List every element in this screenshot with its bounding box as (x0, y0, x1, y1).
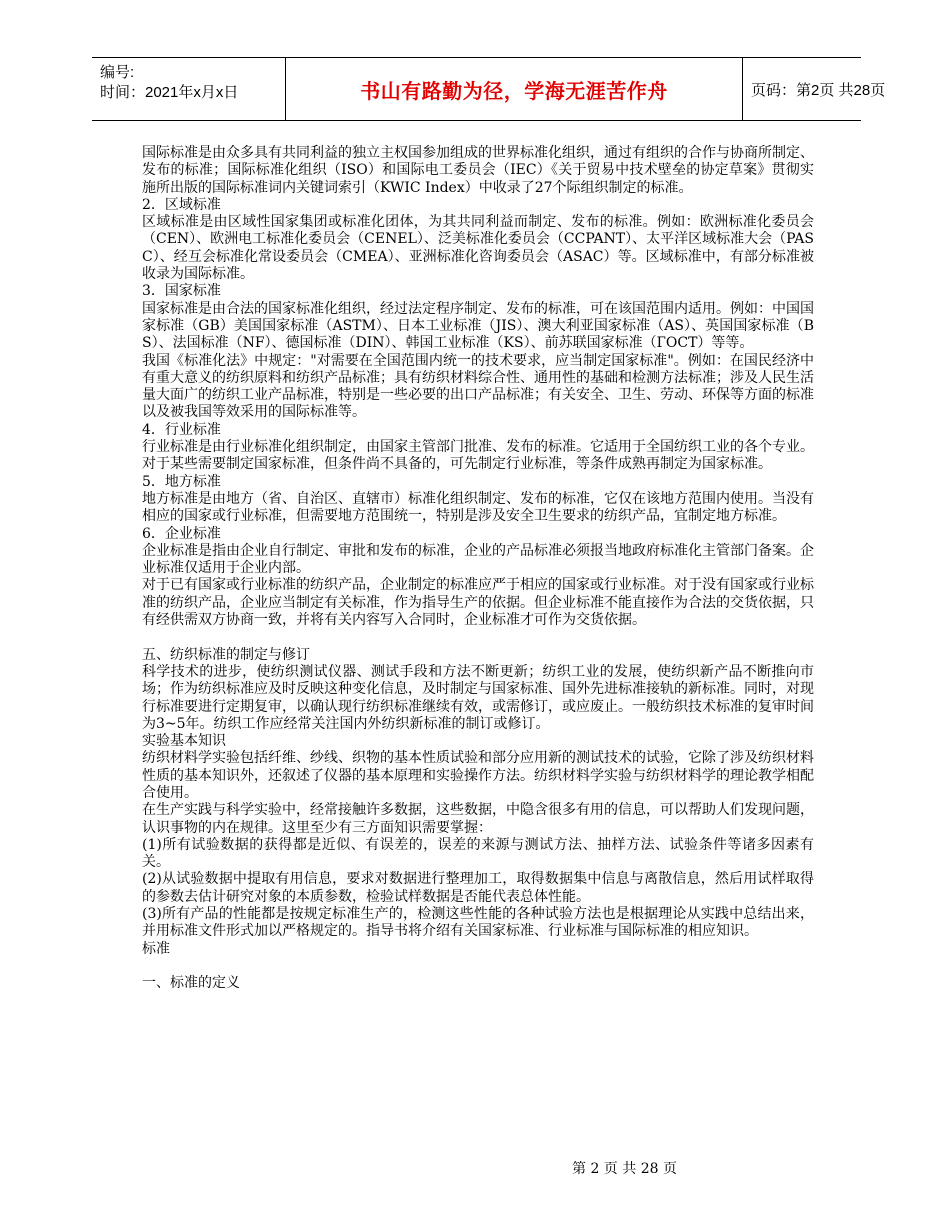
paragraph: 科学技术的进步，使纺织测试仪器、测试手段和方法不断更新；纺织工业的发展，使纺织新产品不断推向市场；作为纺织标准应及时反映这种变化信息，及时制定与国家标准、国外先进标准接轨的新标准。同时，对现行标准要进行定期复审，以确认现行纺织标准继续有效，或需修订，或应废止。一般纺织技术标准的复审时间为3~5年。纺织工作应经常关注国内外纺织新标准的制订或修订。 (142, 663, 814, 732)
section-heading: 一、标准的定义 (142, 975, 240, 992)
paragraph: 行业标准是由行业标准化组织制定，由国家主管部门批准、发布的标准。它适用于全国纺织工业的各个专业。对于某些需要制定国家标准，但条件尚不具备的，可先制定行业标准，等条件成熟再制定为国家标准。 (142, 439, 814, 473)
paragraph: 在生产实践与科学实验中，经常接触许多数据，这些数据，中隐含很多有用的信息，可以帮助人们发现问题，认识事物的内在规律。这里至少有三方面知识需要掌握： (142, 802, 814, 836)
list-item: (2)从试验数据中提取有用信息，要求对数据进行整理加工，取得数据集中信息与离散信息，然后用试样取得的参数去估计研究对象的本质参数，检验试样数据是否能代表总体性能。 (142, 871, 814, 905)
header-meta-cell (92, 58, 286, 120)
page-info: 页码：第2页 共28页 (751, 81, 886, 99)
section-heading: 3．国家标准 (142, 283, 221, 300)
section-heading: 标准 (142, 940, 170, 957)
paragraph: 企业标准是指由企业自行制定、审批和发布的标准，企业的产品标准必须报当地政府标准化主管部门备案。企业标准仅适用于企业内部。 (142, 542, 814, 577)
section-heading: 实验基本知识 (142, 733, 226, 750)
list-item: (3)所有产品的性能都是按规定标准生产的，检测这些性能的各种试验方法也是根据理论从实践中总结出来，并用标准文件形式加以严格规定的。指导书将介绍有关国家标准、行业标准与国际标准的相应知识。 (142, 906, 814, 940)
paragraph: 我国《标准化法》中规定："对需要在全国范围内统一的技术要求，应当制定国家标准"。例如：在国民经济中有重大意义的纺织原料和纺织产品标准；具有纺织材料综合性、通用性的基础和检测方法标准；涉及人民生活量大面广的纺织工业产品标准，特别是一些必要的出口产品标准；有关安全、卫生、劳动、环保等方面的标准以及被我国等效采用的国际标准等。 (142, 352, 814, 421)
page-footer: 第 2 页 共 28 页 (572, 1161, 677, 1177)
section-heading: 5．地方标准 (142, 473, 221, 490)
paragraph: 纺织材料学实验包括纤维、纱线、织物的基本性质试验和部分应用新的测试技术的试验，它除了涉及纺织材料性质的基本知识外，还叙述了仪器的基本原理和实验操作方法。纺织材料学实验与纺织材料学的理论教学相配合使用。 (142, 750, 814, 801)
section-heading: 6．企业标准 (142, 525, 221, 542)
paragraph: 国家标准是由合法的国家标准化组织，经过法定程序制定、发布的标准，可在该国范围内适用。例如：中国国家标准（GB）美国国家标准（ASTM）、日本工业标准（JIS）、澳大利亚国家标准（AS）、英国国家标准（BS）、法国标准（NF）、德国标准（DIN）、韩国工业标准（KS）、前苏联国家标准（ГОСТ）等等。 (142, 300, 814, 352)
header-motto-cell (286, 58, 743, 120)
blank-line (142, 958, 814, 975)
blank-line (142, 629, 814, 646)
motto-text: 书山有路勤为径，学海无涯苦作舟 (360, 78, 668, 103)
section-heading: 4．行业标准 (142, 421, 221, 438)
number-label: 编号: (100, 64, 135, 81)
document-body (142, 145, 814, 993)
page-header (92, 57, 886, 121)
time-label: 时间：2021年x月x日 (100, 84, 239, 101)
paragraph: 对于已有国家或行业标准的纺织产品，企业制定的标准应严于相应的国家或行业标准。对于没有国家或行业标准的纺织产品，企业应当制定有关标准，作为指导生产的依据。但企业标准不能直接作为合法的交货依据，只有经供需双方协商一致，并将有关内容写入合同时，企业标准才可作为交货依据。 (142, 577, 814, 629)
paragraph: 地方标准是由地方（省、自治区、直辖市）标准化组织制定、发布的标准，它仅在该地方范围内使用。当没有相应的国家或行业标准，但需要地方范围统一，特别是涉及安全卫生要求的纺织产品，宜制定地方标准。 (142, 490, 814, 525)
section-heading: 五、纺织标准的制定与修订 (142, 646, 310, 663)
paragraph: 区域标准是由区域性国家集团或标准化团体，为其共同利益而制定、发布的标准。例如：欧洲标准化委员会（CEN）、欧洲电工标准化委员会（CENEL）、泛美标准化委员会（CCPANT）、太平洋区域标准大会（PASC）、经互会标准化常设委员会（CMEA）、亚洲标准化咨询委员会（ASAC）等。区域标准中，有部分标准被收录为国际标准。 (142, 214, 814, 283)
section-heading: 2．区域标准 (142, 196, 221, 213)
paragraph: 国际标准是由众多具有共同利益的独立主权国参加组成的世界标准化组织，通过有组织的合作与协商所制定、发布的标准；国际标准化组织（ISO）和国际电工委员会（IEC）《关于贸易中技术壁垒的协定草案》贯彻实施所出版的国际标准词内关键词索引（KWIC Index）中收录了27个际组织制定的标准。 (142, 145, 814, 196)
list-item: (1)所有试验数据的获得都是近似、有误差的，误差的来源与测试方法、抽样方法、试验条件等诸多因素有关。 (142, 836, 814, 871)
